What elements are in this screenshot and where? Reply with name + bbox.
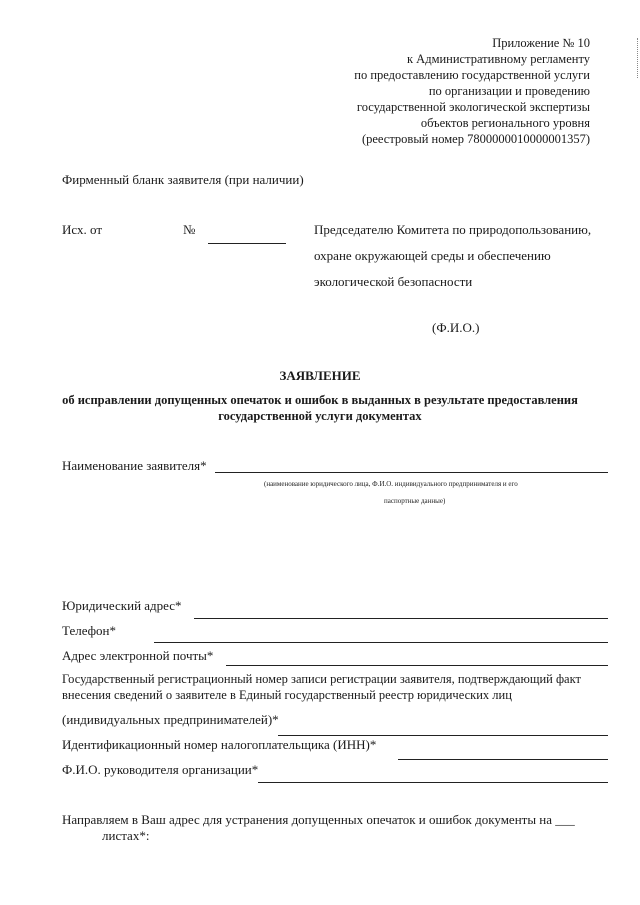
director-label: Ф.И.О. руководителя организации* <box>62 762 259 777</box>
phone-field[interactable] <box>154 642 608 643</box>
ogrn-label-line: внесения сведений о заявителе в Единый государственный реестр юридических лиц <box>62 688 512 702</box>
phone-label: Телефон* <box>62 623 117 638</box>
annex-line: по организации и проведению <box>428 84 590 98</box>
applicant-hint: паспортные данные) <box>384 497 446 505</box>
email-label: Адрес электронной почты* <box>62 648 214 663</box>
outgoing-label: Исх. от <box>62 222 102 237</box>
annex-header <box>354 35 590 147</box>
addressee-line: Председателю Комитета по природопользованию, <box>314 222 592 237</box>
closing-text: Направляем в Ваш адрес для устранения допущенных опечаток и ошибок документы на ___ <box>62 812 575 827</box>
fio-label: (Ф.И.О.) <box>432 320 480 335</box>
document-title: ЗАЯВЛЕНИЕ <box>279 368 361 383</box>
applicant-name-field[interactable] <box>215 472 608 473</box>
email-field[interactable] <box>226 665 608 666</box>
outgoing-number-label: № <box>183 222 196 237</box>
ogrn-label-line: Государственный регистрационный номер записи регистрации заявителя, подтверждающий факт <box>62 672 581 686</box>
letterhead-note: Фирменный бланк заявителя (при наличии) <box>62 172 304 187</box>
annex-line: государственной экологической экспертизы <box>356 100 590 114</box>
applicant-hint: (наименование юридического лица, Ф.И.О. индивидуального предпринимателя и его <box>264 480 518 488</box>
outgoing-number-field[interactable] <box>208 243 286 244</box>
inn-field[interactable] <box>398 759 608 760</box>
document-subtitle-line: государственной услуги документах <box>218 409 422 423</box>
legal-address-field[interactable] <box>194 618 608 619</box>
applicant-name-label: Наименование заявителя* <box>62 458 207 473</box>
annex-line: Приложение № 10 <box>492 36 590 50</box>
ogrn-label-line: (индивидуальных предпринимателей)* <box>62 712 279 727</box>
document-subtitle-line: об исправлении допущенных опечаток и ошибок в выданных в результате предоставления <box>62 393 578 407</box>
annex-line: объектов регионального уровня <box>420 116 590 130</box>
annex-line: (реестровый номер 7800000010000001357) <box>361 132 590 146</box>
inn-label: Идентификационный номер налогоплательщика (ИНН)* <box>62 737 377 752</box>
page-edge-mark <box>634 38 638 78</box>
addressee-line: охране окружающей среды и обеспечению <box>314 248 551 263</box>
closing-text: листах*: <box>102 828 150 843</box>
addressee-line: экологической безопасности <box>314 274 473 289</box>
director-field[interactable] <box>258 782 608 783</box>
legal-address-label: Юридический адрес* <box>62 598 182 613</box>
annex-line: к Административному регламенту <box>406 52 590 66</box>
annex-line: по предоставлению государственной услуги <box>354 68 590 82</box>
ogrn-field[interactable] <box>278 735 608 736</box>
